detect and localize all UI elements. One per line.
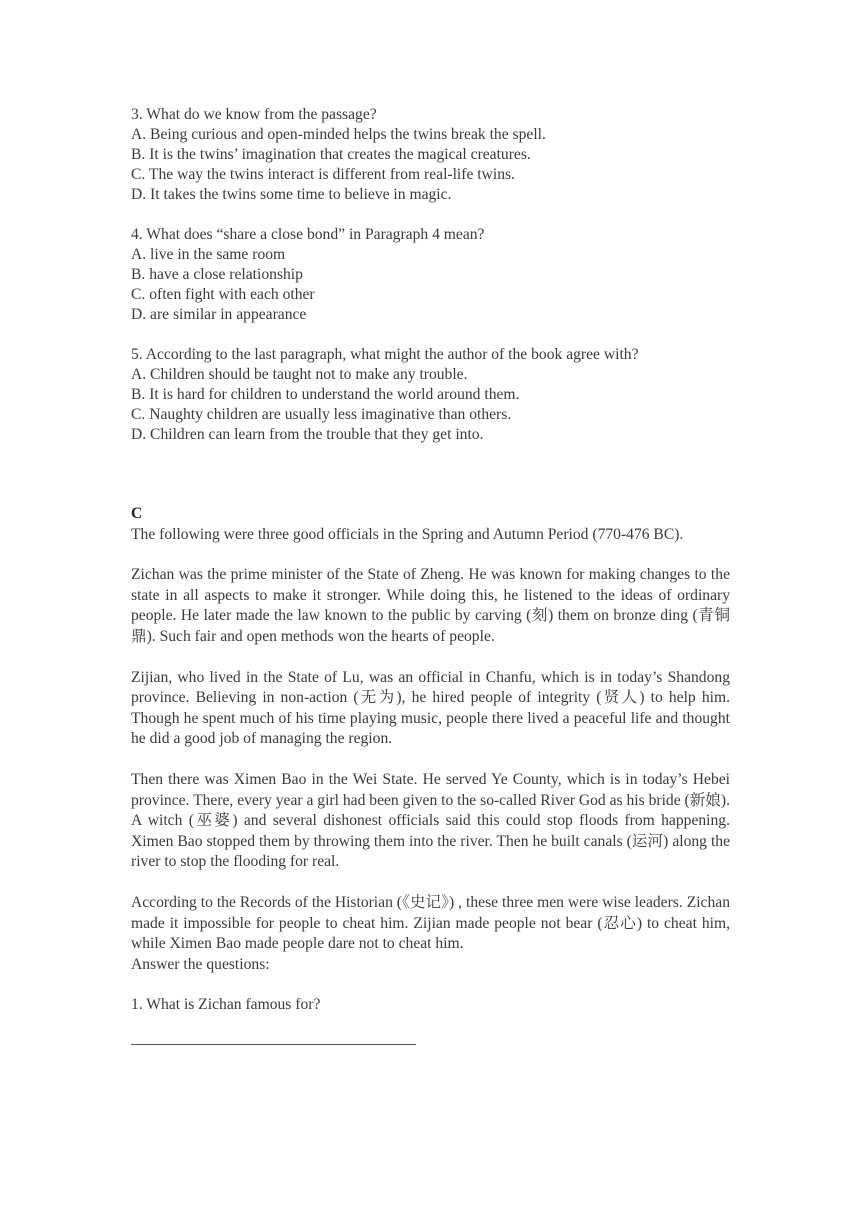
- q5-option-b: B. It is hard for children to understand the world around them.: [131, 386, 520, 403]
- q3-option-b: B. It is the twins’ imagination that creates the magical creatures.: [131, 146, 531, 163]
- q5-option-c: C. Naughty children are usually less imaginative than others.: [131, 406, 512, 423]
- q4-option-b: B. have a close relationship: [131, 266, 303, 283]
- q5-question: 5. According to the last paragraph, what might the author of the book agree with?: [131, 346, 639, 363]
- q3-option-a: A. Being curious and open-minded helps the twins break the spell.: [131, 126, 546, 143]
- paragraph-ximen-bao: Then there was Ximen Bao in the Wei State. He served Ye County, which is in today’s Hebei province. There, every year a girl had been given to the so-called River God as his bride (新娘). A witch (巫婆) and several dishonest officials said this could stop floods from happening. Ximen Bao stopped them by throwing them into the river. Then he built canals (运河) along the river to stop the flooding for real.: [131, 770, 730, 871]
- q4-option-a: A. live in the same room: [131, 246, 286, 263]
- q5-option-d: D. Children can learn from the trouble that they get into.: [131, 426, 484, 443]
- section-heading: C: [131, 505, 143, 522]
- paragraph-zichan: Zichan was the prime minister of the State of Zheng. He was known for making changes to the state in all aspects to make it stronger. While doing this, he listened to the ideas of ordinary people. He later made the law known to the public by carving (刻) them on bronze ding (青铜鼎). Such fair and open methods won the hearts of people.: [131, 566, 730, 645]
- answer-instruction: Answer the questions:: [131, 955, 270, 973]
- answer-blank-line[interactable]: [131, 1044, 416, 1045]
- paragraph-zijian: Zijian, who lived in the State of Lu, was an official in Chanfu, which is in today’s Shandong province. Believing in non-action (无为), he hired people of integrity (贤人) to help him. Though he spent much of his time playing music, people there lived a peaceful life and thought he did a good job of managing the region.: [131, 668, 730, 748]
- question-1: 1. What is Zichan famous for?: [131, 996, 321, 1014]
- section-intro: The following were three good officials in the Spring and Autumn Period (770-476 BC).: [131, 525, 684, 543]
- q3-option-d: D. It takes the twins some time to believe in magic.: [131, 186, 452, 203]
- q5-option-a: A. Children should be taught not to make any trouble.: [131, 366, 468, 383]
- q4-option-c: C. often fight with each other: [131, 286, 315, 303]
- q4-option-d: D. are similar in appearance: [131, 306, 307, 323]
- q3-option-c: C. The way the twins interact is different from real-life twins.: [131, 166, 515, 183]
- paragraph-records: According to the Records of the Historian (《史记》) , these three men were wise leaders. Zichan made it impossible for people to cheat him. Zijian made people not bear (忍心) to cheat him, while Ximen Bao made people dare not to cheat him.: [131, 893, 730, 953]
- questions-block-b: [131, 105, 730, 445]
- section-c: [131, 504, 730, 1045]
- q3-question: 3. What do we know from the passage?: [131, 106, 377, 123]
- q4-question: 4. What does “share a close bond” in Paragraph 4 mean?: [131, 226, 485, 243]
